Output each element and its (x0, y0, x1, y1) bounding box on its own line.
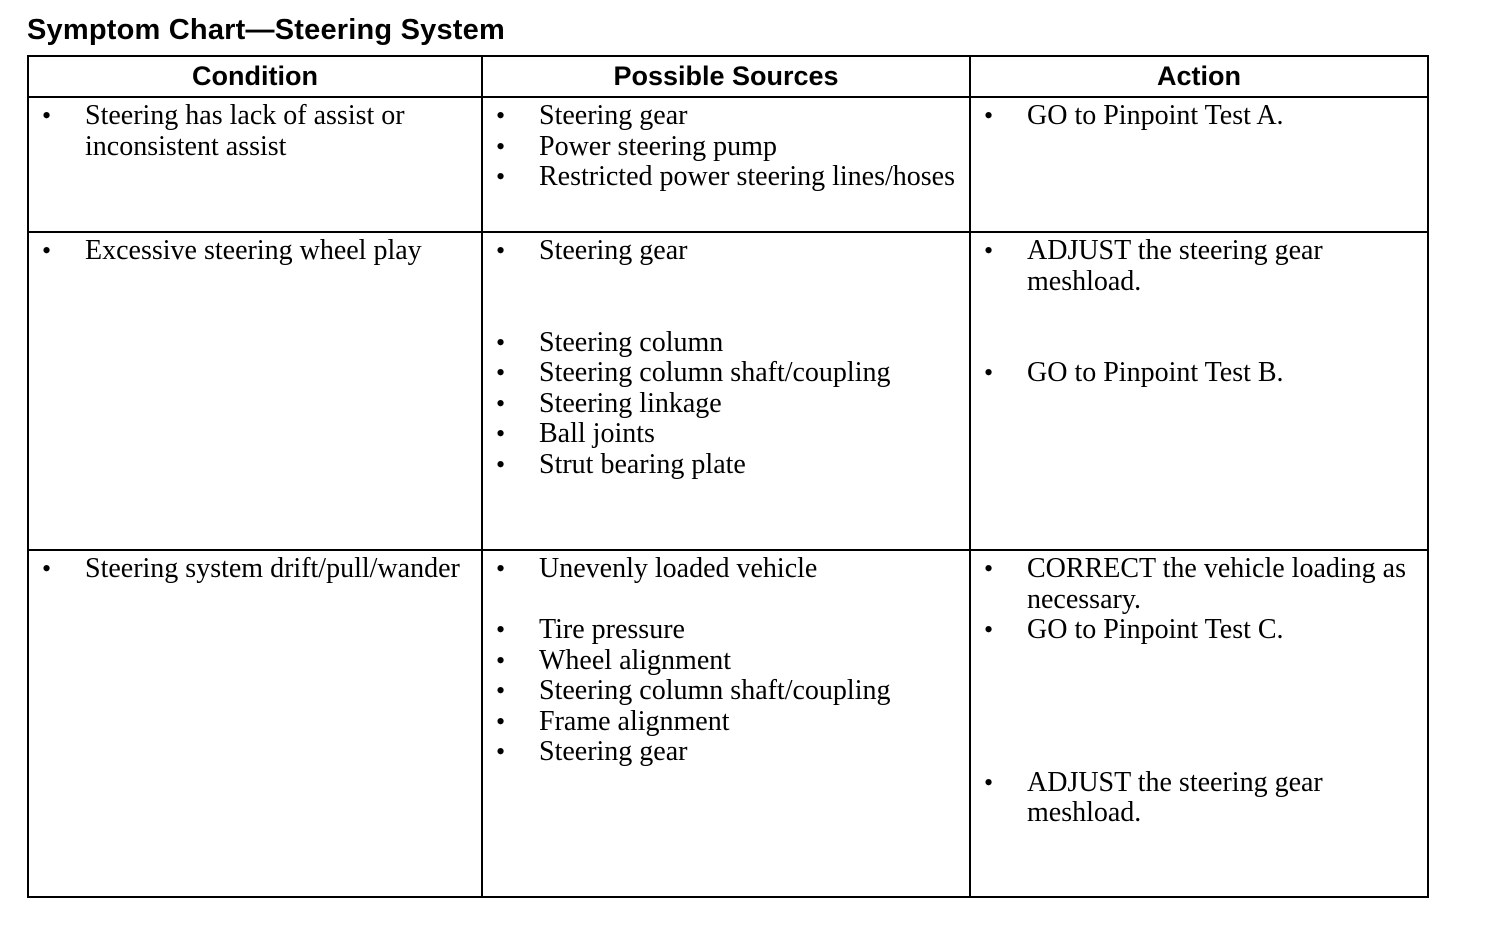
list-item: • Steering gear (483, 236, 969, 267)
list-item: • Steering system drift/pull/wander (29, 554, 481, 585)
list-item: • Excessive steering wheel play (29, 236, 481, 267)
list-item: • GO to Pinpoint Test A. (971, 101, 1427, 132)
list-item: • Strut bearing plate (483, 450, 969, 481)
condition-cell (28, 232, 482, 550)
list-item: • CORRECT the vehicle loading as necessary. (971, 554, 1427, 615)
table-row (28, 97, 1428, 232)
action-list (971, 236, 1427, 389)
list-item: • Wheel alignment (483, 646, 969, 677)
list-item: • Restricted power steering lines/hoses (483, 162, 969, 193)
list-item: • Frame alignment (483, 707, 969, 738)
sources-cell (482, 232, 970, 550)
list-item: • Steering has lack of assist or inconsistent assist (29, 101, 481, 162)
sources-list (483, 236, 969, 480)
action-cell (970, 97, 1428, 232)
sources-list (483, 554, 969, 768)
column-header-action: Action (970, 56, 1428, 97)
condition-cell (28, 550, 482, 897)
header-row (28, 56, 1428, 97)
symptom-chart-table (27, 55, 1429, 898)
condition-cell (28, 97, 482, 232)
list-item: • ADJUST the steering gear meshload. (971, 236, 1427, 297)
list-item: • Tire pressure (483, 615, 969, 646)
sources-cell (482, 550, 970, 897)
list-item: • GO to Pinpoint Test B. (971, 358, 1427, 389)
column-header-condition: Condition (28, 56, 482, 97)
sources-cell (482, 97, 970, 232)
table-row (28, 550, 1428, 897)
list-item: • Steering linkage (483, 389, 969, 420)
list-item: • Steering column shaft/coupling (483, 358, 969, 389)
list-item: • Unevenly loaded vehicle (483, 554, 969, 585)
condition-list (29, 236, 481, 267)
action-list (971, 101, 1427, 132)
list-item: • GO to Pinpoint Test C. (971, 615, 1427, 646)
condition-list (29, 554, 481, 585)
list-item: • Power steering pump (483, 132, 969, 163)
action-cell (970, 550, 1428, 897)
action-list (971, 554, 1427, 829)
page-title: Symptom Chart—Steering System (27, 14, 505, 46)
list-item: • Steering gear (483, 737, 969, 768)
table-row (28, 232, 1428, 550)
column-header-possible-sources: Possible Sources (482, 56, 970, 97)
list-item: • Steering column (483, 328, 969, 359)
list-item: • Steering column shaft/coupling (483, 676, 969, 707)
sources-list (483, 101, 969, 193)
list-item: • Steering gear (483, 101, 969, 132)
action-cell (970, 232, 1428, 550)
list-item: • ADJUST the steering gear meshload. (971, 768, 1427, 829)
condition-list (29, 101, 481, 162)
list-item: • Ball joints (483, 419, 969, 450)
